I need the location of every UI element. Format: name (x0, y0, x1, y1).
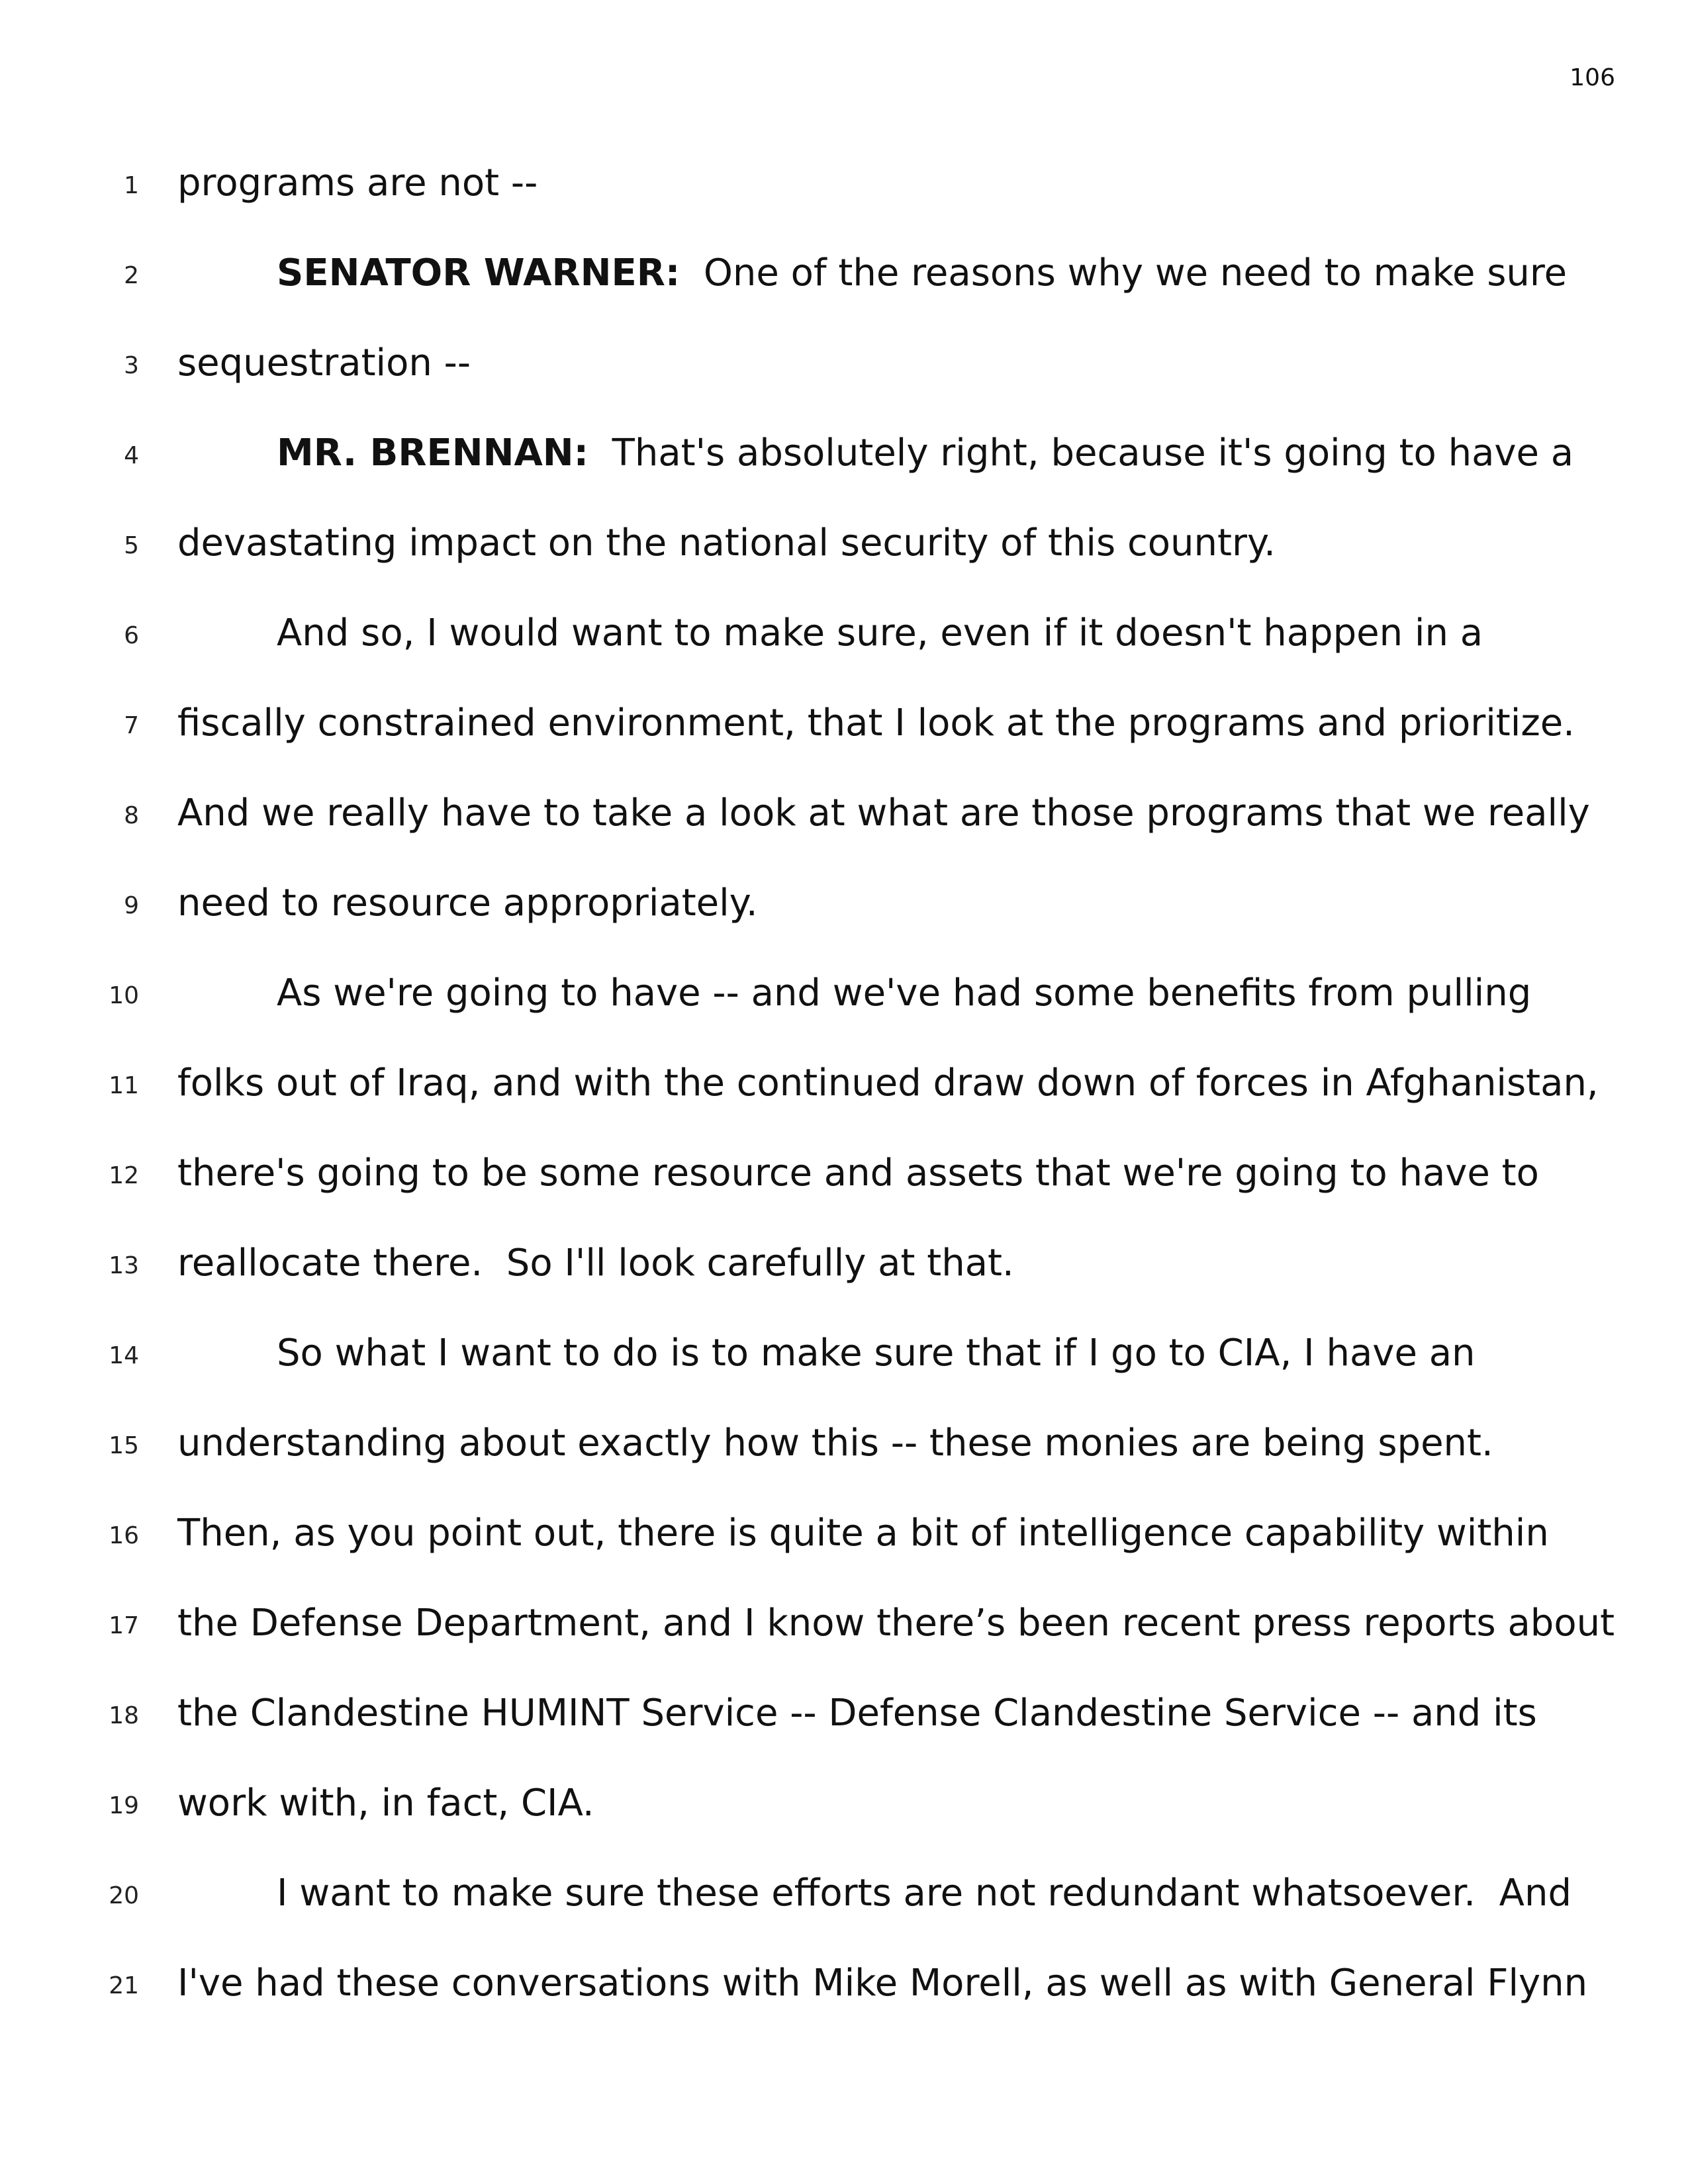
line-text: need to resource appropriately. (177, 882, 758, 925)
line-number: 18 (109, 1702, 139, 1729)
transcript-line (0, 1866, 1688, 1956)
transcript-line (0, 246, 1688, 336)
page-number: 106 (1570, 64, 1615, 91)
line-text (277, 246, 1567, 301)
transcript-line (0, 966, 1688, 1056)
line-text: folks out of Iraq, and with the continued draw down of forces in Afghanistan, (177, 1062, 1599, 1105)
transcript-line (0, 696, 1688, 786)
line-number: 21 (109, 1972, 139, 1999)
line-number: 13 (109, 1252, 139, 1279)
line-number: 3 (124, 352, 139, 379)
line-number: 1 (124, 172, 139, 199)
speaker-label: SENATOR WARNER: (277, 251, 680, 295)
speech-text: That's absolutely right, because it's going to have a (588, 432, 1574, 475)
line-text (277, 426, 1573, 481)
speech-text: One of the reasons why we need to make sure (680, 251, 1568, 295)
line-text: programs are not -- (177, 161, 538, 205)
transcript-line (0, 1146, 1688, 1236)
line-text: there's going to be some resource and assets that we're going to have to (177, 1152, 1539, 1195)
line-text: understanding about exactly how this -- these monies are being spent. (177, 1422, 1493, 1465)
transcript-line (0, 156, 1688, 246)
line-text: the Clandestine HUMINT Service -- Defense Clandestine Service -- and its (177, 1692, 1537, 1735)
line-text: sequestration -- (177, 341, 471, 385)
line-number: 20 (109, 1882, 139, 1909)
transcript-body (0, 156, 1688, 2046)
transcript-line (0, 1956, 1688, 2046)
transcript-line (0, 786, 1688, 876)
transcript-line (0, 1776, 1688, 1866)
transcript-line (0, 1416, 1688, 1506)
line-number: 17 (109, 1612, 139, 1639)
line-text: fiscally constrained environment, that I look at the programs and prioritize. (177, 702, 1575, 745)
line-text: I want to make sure these efforts are not redundant whatsoever. And (277, 1872, 1572, 1915)
transcript-line (0, 1596, 1688, 1686)
transcript-line (0, 876, 1688, 966)
transcript-line (0, 1056, 1688, 1146)
line-text: I've had these conversations with Mike Morell, as well as with General Flynn (177, 1962, 1588, 2005)
line-number: 7 (124, 712, 139, 739)
line-text: work with, in fact, CIA. (177, 1782, 594, 1825)
line-text: And we really have to take a look at what are those programs that we really (177, 792, 1590, 835)
line-text: As we're going to have -- and we've had some benefits from pulling (277, 972, 1532, 1015)
line-number: 14 (109, 1342, 139, 1369)
line-number: 16 (109, 1522, 139, 1549)
line-text: the Defense Department, and I know there’s been recent press reports about (177, 1602, 1615, 1645)
line-text: devastating impact on the national security of this country. (177, 522, 1276, 565)
transcript-line (0, 426, 1688, 516)
line-text: reallocate there. So I'll look carefully at that. (177, 1242, 1014, 1285)
line-text: And so, I would want to make sure, even if it doesn't happen in a (277, 612, 1483, 655)
line-number: 10 (109, 982, 139, 1009)
line-number: 9 (124, 892, 139, 919)
transcript-line (0, 1326, 1688, 1416)
line-number: 5 (124, 532, 139, 559)
transcript-line (0, 1686, 1688, 1776)
line-number: 12 (109, 1162, 139, 1189)
speaker-label: MR. BRENNAN: (277, 432, 589, 475)
transcript-line (0, 606, 1688, 696)
line-number: 15 (109, 1432, 139, 1459)
line-number: 8 (124, 802, 139, 829)
line-text: Then, as you point out, there is quite a bit of intelligence capability within (177, 1512, 1549, 1555)
transcript-line (0, 336, 1688, 426)
line-number: 4 (124, 442, 139, 469)
line-text: So what I want to do is to make sure that if I go to CIA, I have an (277, 1332, 1476, 1375)
transcript-line (0, 1506, 1688, 1596)
line-number: 19 (109, 1792, 139, 1819)
line-number: 2 (124, 262, 139, 289)
line-number: 6 (124, 622, 139, 649)
line-number: 11 (109, 1072, 139, 1099)
transcript-line (0, 1236, 1688, 1326)
transcript-line (0, 516, 1688, 606)
